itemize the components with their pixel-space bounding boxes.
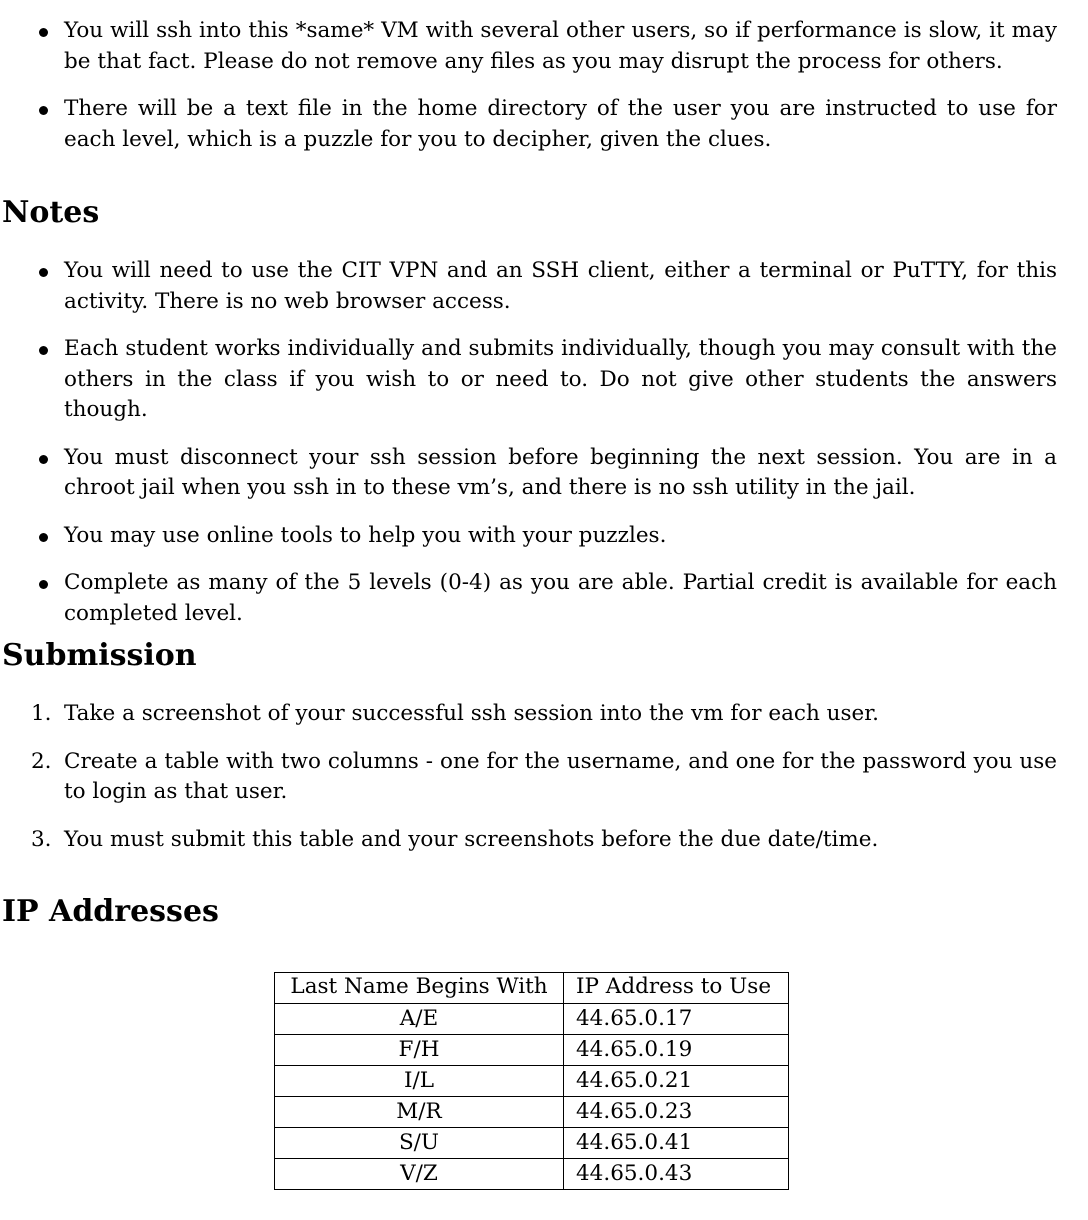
notes-bullet-list — [0, 256, 1057, 629]
intro-section — [0, 16, 1057, 172]
list-item: You will ssh into this *same* VM with several other users, so if performance is slow, it may be that fact. Please do not remove any files as you may disrupt the process for others. — [64, 16, 1057, 77]
table-row — [275, 1004, 789, 1035]
table-row — [275, 1159, 789, 1190]
column-header-ip-address: IP Address to Use — [564, 973, 789, 1004]
table-cell-ip: 44.65.0.19 — [564, 1035, 789, 1066]
table-cell-ip: 44.65.0.43 — [564, 1159, 789, 1190]
list-item: There will be a text file in the home directory of the user you are instructed to use for each level, which is a puzzle for you to decipher, given the clues. — [64, 94, 1057, 155]
intro-bullet-list — [0, 16, 1057, 155]
bullet-icon — [39, 268, 48, 277]
list-item: You will need to use the CIT VPN and an SSH client, either a terminal or PuTTY, for this activity. There is no web browser access. — [64, 256, 1057, 317]
list-item: 2. Create a table with two columns - one for the username, and one for the password you use to login as that user. — [31, 748, 1057, 804]
table-cell-letters: S/U — [275, 1128, 564, 1159]
list-item: Complete as many of the 5 levels (0-4) as you are able. Partial credit is available for each completed level. — [64, 568, 1057, 629]
bullet-icon — [39, 346, 48, 355]
notes-section — [0, 256, 1057, 646]
list-item: You may use online tools to help you with your puzzles. — [64, 521, 1057, 552]
submission-numbered-list — [0, 699, 1057, 855]
submission-heading: Submission — [2, 638, 197, 673]
table-header-row — [275, 973, 789, 1004]
table-cell-letters: M/R — [275, 1097, 564, 1128]
bullet-icon — [39, 106, 48, 115]
bullet-icon — [39, 455, 48, 464]
item-number: 3. — [31, 826, 52, 852]
table-cell-ip: 44.65.0.23 — [564, 1097, 789, 1128]
item-number: 2. — [31, 748, 52, 774]
bullet-icon — [39, 533, 48, 542]
table-row — [275, 1066, 789, 1097]
table-cell-ip: 44.65.0.21 — [564, 1066, 789, 1097]
table-row — [275, 1035, 789, 1066]
notes-heading: Notes — [2, 195, 100, 230]
list-item: Each student works individually and submits individually, though you may consult with the others in the class if you wish to or need to. Do not give other students the answers though. — [64, 334, 1057, 426]
ip-addresses-heading: IP Addresses — [2, 894, 219, 929]
bullet-icon — [39, 580, 48, 589]
column-header-last-name: Last Name Begins With — [275, 973, 564, 1004]
table-row — [275, 1097, 789, 1128]
submission-section — [0, 699, 1057, 872]
item-number: 1. — [31, 701, 52, 726]
list-item: You must disconnect your ssh session before beginning the next session. You are in a chroot jail when you ssh in to these vm’s, and there is no ssh utility in the jail. — [64, 443, 1057, 504]
ip-address-table — [274, 972, 789, 1190]
table-row — [275, 1128, 789, 1159]
table-cell-letters: V/Z — [275, 1159, 564, 1190]
list-item: 1. Take a screenshot of your successful ssh session into the vm for each user. — [64, 699, 1057, 730]
table-cell-ip: 44.65.0.17 — [564, 1004, 789, 1035]
list-item: 3. You must submit this table and your screenshots before the due date/time. — [64, 825, 1057, 856]
bullet-icon — [39, 28, 48, 37]
table-cell-letters: F/H — [275, 1035, 564, 1066]
table-cell-letters: I/L — [275, 1066, 564, 1097]
table-cell-letters: A/E — [275, 1004, 564, 1035]
table-cell-ip: 44.65.0.41 — [564, 1128, 789, 1159]
